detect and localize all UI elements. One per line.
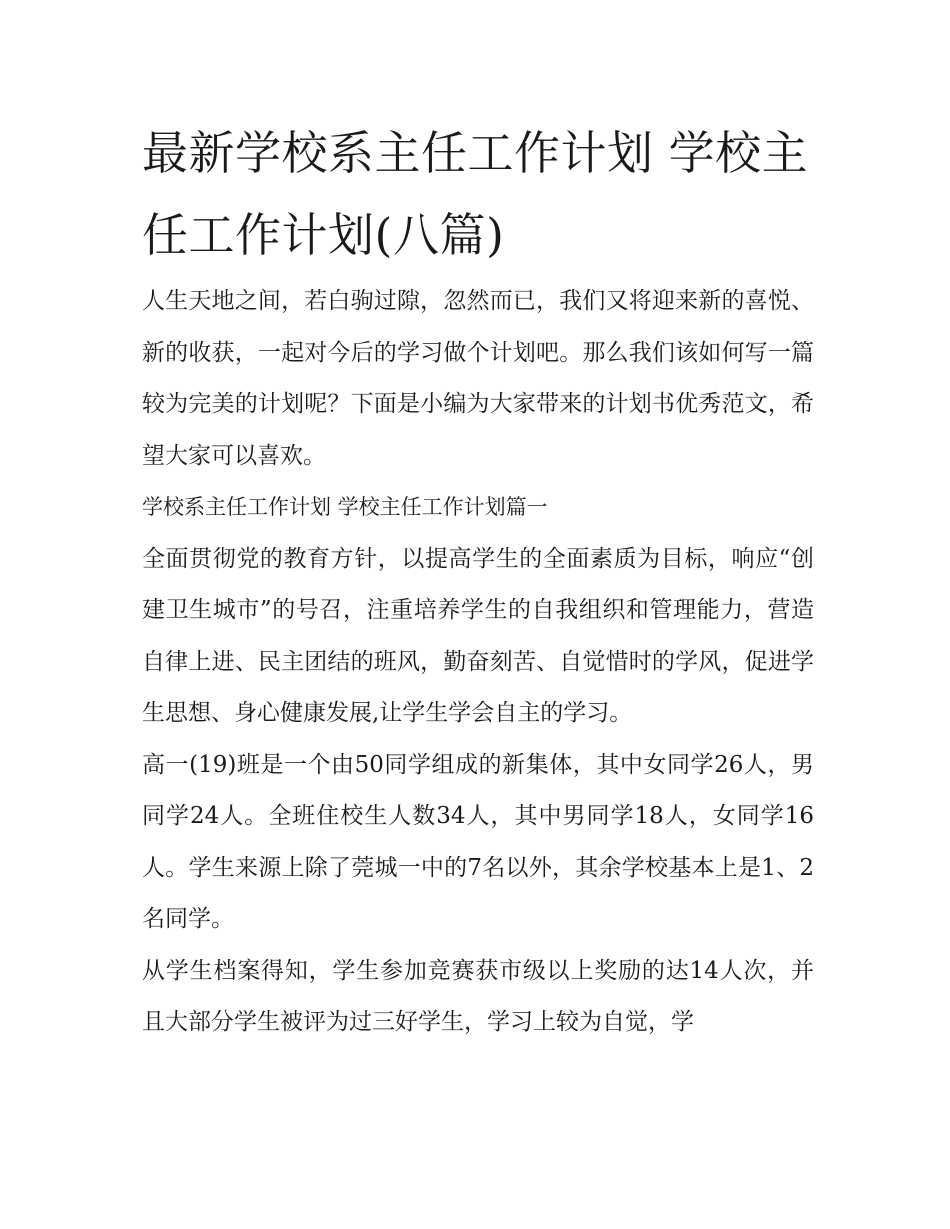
document-page <box>142 112 814 1049</box>
body-paragraph-class-info: 高一(19)班是一个由50同学组成的新集体，其中女同学26人，男同学24人。全班住校生人数34人，其中男同学18人，女同学16人。学生来源上除了莞城一中的7名以外，其余学校基本上是1、2名同学。 <box>142 751 814 932</box>
document-title: 最新学校系主任工作计划 学校主任工作计划(八篇) <box>142 126 809 262</box>
body-paragraph-student-records: 从学生档案得知，学生参加竞赛获市级以上奖励的达14人次，并且大部分学生被评为过三好学生，学习上较为自觉，学 <box>142 957 814 1035</box>
body-paragraph-goals: 全面贯彻党的教育方针，以提高学生的全面素质为目标，响应“创建卫生城市”的号召，注重培养学生的自我组织和管理能力，营造自律上进、民主团结的班风，勤奋刻苦、自觉惜时的学风，促进学生思想、身心健康发展,让学生学会自主的学习。 <box>142 545 814 726</box>
intro-paragraph: 人生天地之间，若白驹过隙，忽然而已，我们又将迎来新的喜悦、新的收获，一起对今后的学习做个计划吧。那么我们该如何写一篇较为完美的计划呢？下面是小编为大家带来的计划书优秀范文，希望大家可以喜欢。 <box>142 288 814 469</box>
section-heading: 学校系主任工作计划 学校主任工作计划篇一 <box>142 495 548 519</box>
